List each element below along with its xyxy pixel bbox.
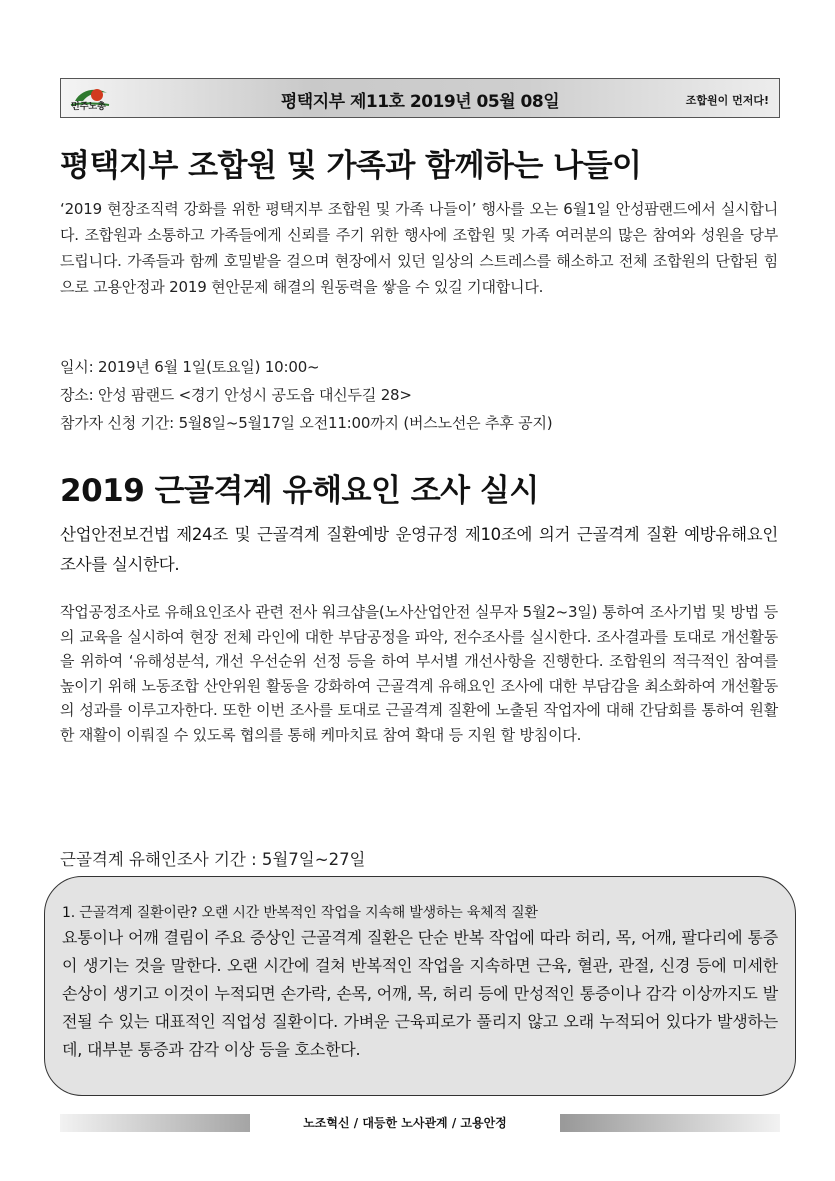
section2-lead: 산업안전보건법 제24조 및 근골격계 질환예방 운영규정 제10조에 의거 근골격계 질환 예방유해요인 조사를 실시한다.: [60, 525, 778, 574]
header-slogan: 조합원이 먼저다!: [685, 94, 769, 107]
event-registration: 참가자 신청 기간: 5월8일~5월17일 오전11:00까지 (버스노선은 추후 공지): [60, 414, 553, 432]
event-date: 일시: 2019년 6월 1일(토요일) 10:00~: [60, 358, 320, 376]
section1-title: 평택지부 조합원 및 가족과 함께하는 나들이: [60, 148, 642, 184]
header-banner: [60, 78, 780, 118]
event-place: 장소: 안성 팜랜드 <경기 안성시 공도읍 대신두길 28>: [60, 386, 412, 404]
section2-body: 작업공정조사로 유해요인조사 관련 전사 워크샵을(노사산업안전 실무자 5월2~3일) 통하여 조사기법 및 방법 등의 교육을 실시하여 현장 전체 라인에 대한 부담공정을 파악, 전수조사를 실시한다. 조사결과를 토대로 개선활동을 위하여 ‘유해성분석, 개선 우선순위 선정 등을 하여 부서별 개선사항을 진행한다. 조합원의 적극적인 참여를 높이기 위해 노동조합 산안위원 활동을 강화하여 근골격계 유해요인 조사에 대한 부담감을 최소화하여 개선활동의 성과를 이루고자한다. 또한 이번 조사를 토대로 근골격계 질환에 노출된 작업자에 대해 간담회를 통하여 원활 한 재활이 이뤄질 수 있도록 협의를 통해 케마치료 참여 확대 등 지원 할 방침이다.: [60, 603, 778, 744]
section2-title: 2019 근골격계 유해요인 조사 실시: [60, 473, 539, 509]
section1-intro: ‘2019 현장조직력 강화를 위한 평택지부 조합원 및 가족 나들이’ 행사를 오는 6월1일 안성팜랜드에서 실시합니다. 조합원과 소통하고 가족들에게 신뢰를 주기 위한 행사에 조합원 및 가족 여러분의 많은 참여와 성원을 당부 드립니다. 가족들과 함께 호밀밭을 걸으며 현장에서 있던 일상의 스트레스를 해소하고 전체 조합원의 단합된 힘으로 고용안정과 2019 현안문제 해결의 원동력을 쌓을 수 있길 기대합니다.: [60, 200, 778, 296]
issue-info: 평택지부 제11호 2019년 05월 08일: [280, 92, 560, 112]
logo-text: 민주노총: [71, 102, 106, 112]
survey-period: 근골격계 유해인조사 기간 : 5월7일~27일: [60, 850, 366, 869]
footer-slogan: 노조혁신 / 대등한 노사관계 / 고용안정: [250, 1114, 560, 1132]
info-box-question: 1. 근골격계 질환이란? 오랜 시간 반복적인 작업을 지속해 발생하는 육체적 질환: [62, 905, 538, 921]
info-box-answer: 요통이나 어깨 결림이 주요 증상인 근골격계 질환은 단순 반복 작업에 따라 허리, 목, 어깨, 팔다리에 통증이 생기는 것을 말한다. 오랜 시간에 걸쳐 반복적인 작업을 지속하면 근육, 혈관, 관절, 신경 등에 미세한 손상이 생기고 이것이 누적되면 손가락, 손목, 어깨, 목, 허리 등에 만성적인 통증이나 감각 이상까지도 발전될 수 있는 대표적인 직업성 질환이다. 가벼운 근육피로가 풀리지 않고 오래 누적되어 있다가 발생하는데, 대부분 통증과 감각 이상 등을 호소한다.: [62, 928, 778, 1059]
